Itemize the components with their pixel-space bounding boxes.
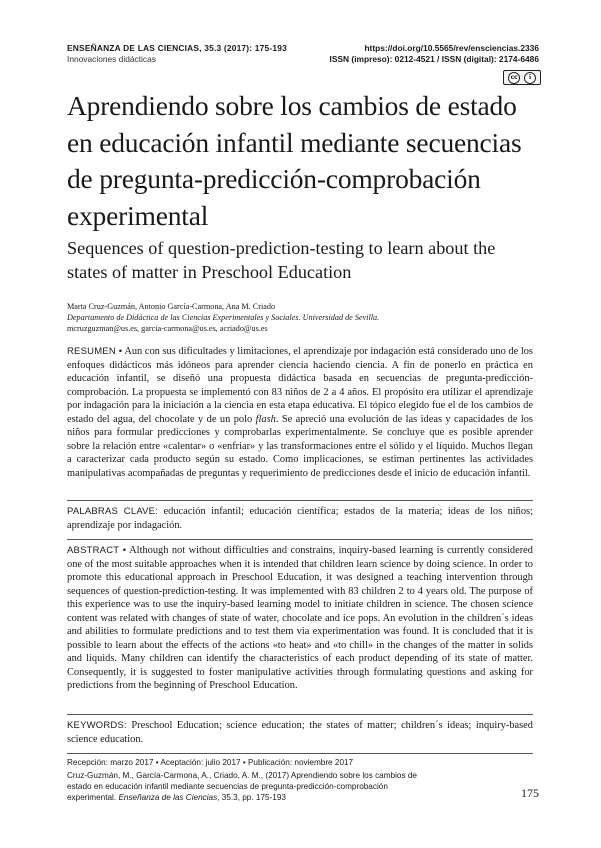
cc-icon: cc [508, 72, 520, 84]
abstract-paragraph [67, 544, 533, 693]
cc-license-badge[interactable] [503, 70, 541, 85]
article-subtitle: Sequences of question-prediction-testing to learn about the states of matter in Preschool Education [67, 238, 496, 282]
journal-header [67, 43, 287, 65]
resumen-italic: flash [255, 413, 276, 425]
author-block [67, 302, 537, 334]
palabras-clave-label: PALABRAS CLAVE: [67, 506, 159, 517]
keywords-text: Preschool Education; science education; the states of matter; children´s ideas; inquiry-based science education. [67, 720, 533, 745]
doi-issn-block [330, 43, 539, 65]
divider [67, 753, 533, 754]
journal-name: ENSEÑANZA DE LAS CIENCIAS, 35.3 (2017): 175-193 [67, 43, 287, 53]
author-names: Marta Cruz-Guzmán, Antonio García-Carmona, Ana M. Criado [67, 302, 276, 311]
citation-text-end: , 35.3, pp. 175-193 [217, 792, 286, 802]
palabras-clave-text: educación infantil; educación científica; estados de la materia; ideas de los niños; aprendizaje por indagación. [67, 506, 533, 531]
keywords-label: KEYWORDS: [67, 720, 127, 731]
citation-text: Cruz-Guzmán, M., García-Carmona, A., Criado, A. M., (2017) Aprendiendo sobre los cambios de estado en educación infantil mediante secuencias de pregunta-predicción-comprobación experimental. [67, 771, 417, 802]
author-affiliation: Departamento de Didáctica de las Ciencias Experimentales y Sociales. Universidad de Sevilla. [67, 312, 380, 322]
citation-block [67, 771, 427, 803]
abstract-label: ABSTRACT • [67, 545, 127, 556]
by-icon: i [524, 72, 536, 84]
resumen-label: RESUMEN • [67, 346, 123, 357]
citation-journal: Enseñanza de las Ciencias [118, 792, 218, 802]
journal-section: Innovaciones didácticas [67, 54, 156, 64]
divider [67, 714, 533, 715]
publication-dates: Recepción: marzo 2017 • Aceptación: julio 2017 • Publicación: noviembre 2017 [67, 758, 354, 767]
resumen-text: Aun con sus dificultades y limitaciones, el aprendizaje por indagación está considerado uno de los enfoques didácticos más idóneos para aprender ciencia haciendo ciencia. A fin de ponerlo en práctica en educación infantil, se diseñó una propuesta didáctica basada en secuencias de pregunta-predicción-comprobación. La propuesta se implementó con 83 niños de 2 a 4 años. El propósito era utilizar el aprendizaje por indagación para la iniciación a la ciencia en esta etapa educativa. El tópico elegido fue el de los cambios de estado del agua, del chocolate y de un polo [67, 346, 533, 425]
palabras-clave-paragraph [67, 505, 533, 532]
author-emails: mcruzguzman@us.es, garcia-carmona@us.es, acriado@us.es [67, 323, 268, 333]
keywords-paragraph [67, 719, 533, 746]
resumen-text-end: . Se apreció una evolución de las ideas y capacidades de los niños para formular predicciones y comprobarlas experimentalmente. Se concluye que es posible aprender sobre la relación entre «calentar» o «enfriar» y las transformaciones entre el sólido y el líquido. Muchos llegan a caracterizar cada producto según su estado. Como implicaciones, se estiman pertinentes las actividades manipulativas acompañadas de preguntas y requerimiento de predicciones desde el inicio de educación infantil. [67, 413, 533, 479]
resumen-paragraph [67, 345, 533, 480]
divider [67, 500, 533, 501]
abstract-text: Although not without difficulties and constrains, inquiry-based learning is currently considered one of the most suitable approaches when it is intended that children learn science by doing science. In order to promote this educational approach in Preschool Education, it was designed a teaching intervention through sequences of question-prediction-testing. It was implemented with 83 children 2 to 4 years old. The purpose of this experience was to use the inquiry-based learning model to initiate children in science. The chosen science content was related with changes of state of water, chocolate and ice pops. An evolution in the children´s ideas and abilities to formulate predictions and to test them via experimentation was found. It is concluded that it is possible to learn about the effects of the actions «to heat» and «to chill» in the changes of the matter in solids and liquids. Many children can identify the characteristics of each product depending of its state of matter. Consequently, it is suggested to foster manipulative activities through formulating questions and asking for predictions from the beginning of Preschool Education. [67, 545, 533, 691]
divider [67, 539, 533, 540]
doi-link[interactable]: https://doi.org/10.5565/rev/ensciencias.2336 [364, 43, 539, 53]
issn-text: ISSN (impreso): 0212-4521 / ISSN (digital): 2174-6486 [329, 54, 539, 64]
article-title: Aprendiendo sobre los cambios de estado en educación infantil mediante secuencias de pregunta-predicción-comprobación experimental [67, 90, 522, 231]
page-number: 175 [521, 786, 539, 800]
